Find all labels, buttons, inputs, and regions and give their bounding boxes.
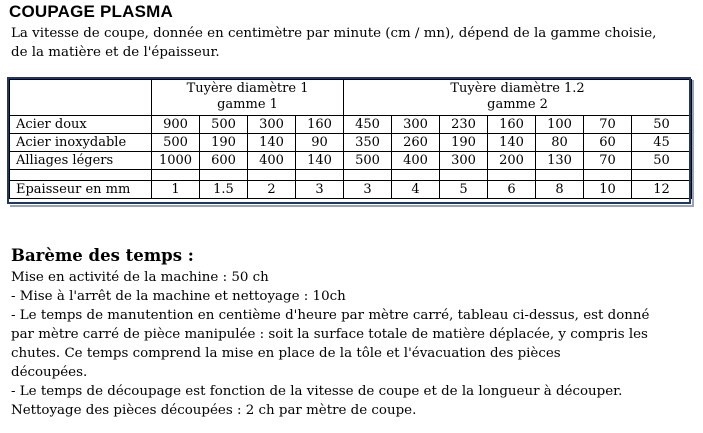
bareme-line: - Le temps de manutention en centième d'heure par mètre carré, tableau ci-dessus, est donné [11,308,650,323]
table-cell: 70 [584,152,632,170]
header-line: Tuyère diamètre 1 [186,81,309,96]
bareme-line: chutes. Ce temps comprend la mise en place de la tôle et l'évacuation des pièces [11,346,561,361]
table-cell: 90 [296,134,344,152]
bareme-line: découpées. [11,365,88,380]
table-cell: 80 [536,134,584,152]
page-title: COUPAGE PLASMA [9,2,173,21]
table-cell: 260 [392,134,440,152]
table-cell: 140 [488,134,536,152]
table-cell: 300 [440,152,488,170]
table-cell: 1.5 [200,181,248,199]
table-cell: 100 [536,116,584,134]
bareme-line: - Mise à l'arrêt de la machine et nettoyage : 10ch [11,289,346,304]
bareme-line: Nettoyage des pièces découpées : 2 ch par mètre de coupe. [11,403,417,418]
table-cell: 200 [488,152,536,170]
row-label: Alliages légers [10,152,152,170]
table-cell: 2 [248,181,296,199]
table-cell: 1000 [152,152,200,170]
intro-paragraph [11,24,691,62]
table-row [10,152,692,170]
table-cell: 3 [296,181,344,199]
header-gamme-2 [344,80,692,116]
header-line: gamme 2 [487,97,548,112]
table-cell: 70 [584,116,632,134]
table-cell: 160 [296,116,344,134]
table-cell: 140 [296,152,344,170]
row-label: Epaisseur en mm [10,181,152,199]
cutting-speed-table [9,79,692,199]
table-cell: 500 [152,134,200,152]
table-cell: 600 [200,152,248,170]
header-line: gamme 1 [217,97,278,112]
table-cell: 500 [344,152,392,170]
header-gamme-1 [152,80,344,116]
table-cell: 300 [248,116,296,134]
bareme-line: - Le temps de découpage est fonction de la vitesse de coupe et de la longueur à découper. [11,384,623,399]
table-cell: 60 [584,134,632,152]
table-cell: 3 [344,181,392,199]
bareme-line: Mise en activité de la machine : 50 ch [11,270,269,285]
intro-line: de la matière et de l'épaisseur. [11,45,220,60]
table-cell: 350 [344,134,392,152]
table-cell: 160 [488,116,536,134]
bareme-title: Barème des temps : [11,246,194,265]
table-cell: 230 [440,116,488,134]
table-cell: 8 [536,181,584,199]
table-cell: 500 [200,116,248,134]
bareme-text [11,268,701,420]
table-cell: 50 [632,116,692,134]
table-cell: 190 [200,134,248,152]
table-cell: 1 [152,181,200,199]
row-label: Acier inoxydable [10,134,152,152]
table-cell: 400 [248,152,296,170]
table-row [10,134,692,152]
table-cell: 50 [632,152,692,170]
table-cell: 130 [536,152,584,170]
header-empty-cell [10,80,152,116]
bareme-line: par mètre carré de pièce manipulée : soit la surface totale de matière déplacée, y compris les [11,327,648,342]
table-cell: 4 [392,181,440,199]
table-cell: 400 [392,152,440,170]
header-line: Tuyère diamètre 1.2 [450,81,585,96]
table-header-row [10,80,692,116]
table-cell: 900 [152,116,200,134]
table-cell: 6 [488,181,536,199]
row-label: Acier doux [10,116,152,134]
table-cell: 5 [440,181,488,199]
table-row [10,116,692,134]
table-cell: 45 [632,134,692,152]
table-cell: 190 [440,134,488,152]
table-cell: 10 [584,181,632,199]
intro-line: La vitesse de coupe, donnée en centimètre par minute (cm / mn), dépend de la gamme choisie, [11,26,657,41]
table-cell: 140 [248,134,296,152]
table-cell: 450 [344,116,392,134]
table-cell: 300 [392,116,440,134]
table-cell: 12 [632,181,692,199]
thickness-row [10,181,692,199]
table-spacer-row [10,170,692,181]
